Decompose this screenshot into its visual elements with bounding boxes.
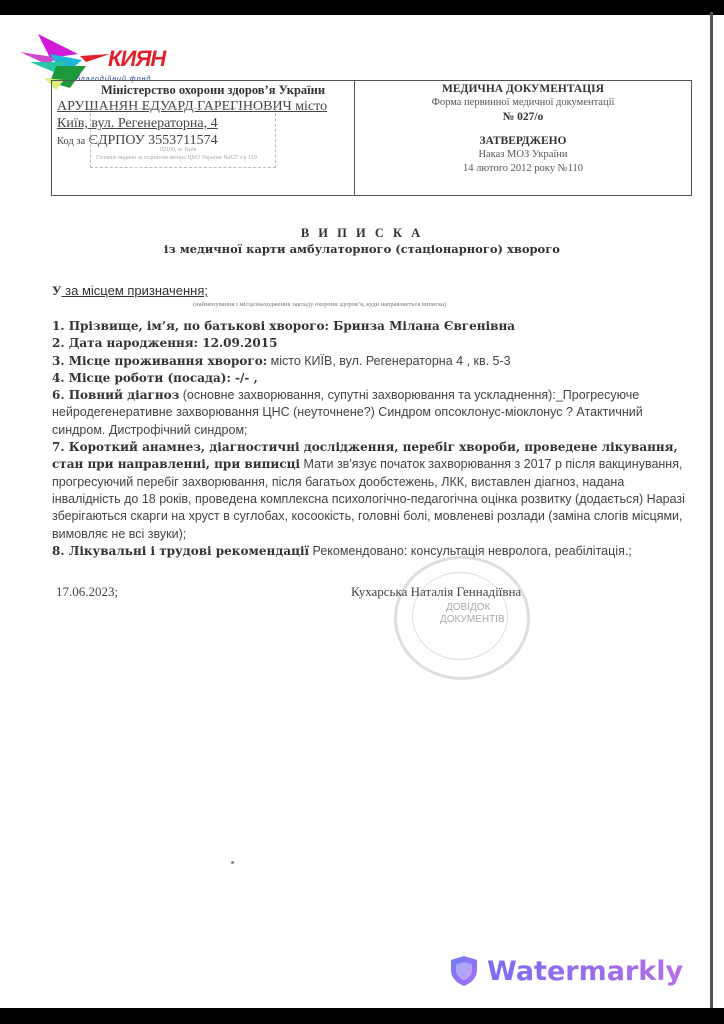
seal-text-2: ДОКУМЕНТІВ [440, 614, 505, 625]
scan-speck [231, 861, 234, 864]
header-right [356, 82, 690, 176]
shield-icon [449, 955, 479, 987]
document-title: В И П И С К А [300, 226, 424, 240]
field-birth-date: 2. Дата народження: 12.09.2015 [52, 336, 278, 351]
dest-value: за місцем призначення; [61, 283, 208, 298]
field-anamnesis: 7. Короткий анамнез, діагностичні дослідження, перебіг хвороби, проведене лікування, стан при направленні, при виписці Мати зв'язує початок захворювання з 2017 р після вакцинування, прогресуючий перебіг захворювання, після багатьох дообстежень, ЛКК, виставлен діагноз, надана інвалідність до 18 років, проведена комплексна психологічно-педагогічна оцінка розвитку (додається) Наразі зберігаються скарги на хруст в суглобах, косоокість, головні болі, мовленеві розлади (заміна слогів місцями, вимовляє не всі звуки); [52, 440, 685, 541]
bottom-black-bar [0, 1008, 724, 1024]
document-body [52, 318, 692, 560]
order-name: Наказ МОЗ України [478, 149, 568, 160]
logo-subtitle: благодійний фонд [76, 76, 152, 83]
ministry-name: Міністерство охорони здоров’я України [100, 83, 326, 97]
order-date: 14 лютого 2012 року №110 [462, 163, 584, 174]
issue-date: 17.06.2023; [56, 584, 119, 599]
document-subtitle: із медичної карти амбулаторного (стаціонарного) хворого [164, 242, 560, 256]
field-residence: 3. Місце проживання хворого: місто КИЇВ, вул. Регенераторна 4 , кв. 5-3 [52, 353, 511, 368]
top-black-bar [0, 0, 724, 15]
seal-text-1: ДОВІДОК [446, 602, 491, 613]
form-line: Форма первинної медичної документації [431, 97, 615, 108]
watermark [449, 955, 683, 987]
form-number: № 027/о [502, 111, 544, 123]
destination-note: (найменування і місцезнаходження закладу охорони здоров’я, куди направляється виписка) [193, 301, 447, 308]
code-label: Код за [57, 136, 86, 147]
dest-prefix: У [52, 283, 62, 298]
org-address: Київ, вул. Регенераторна, 4 [57, 116, 218, 131]
org-name: АРУШАНЯН ЕДУАРД ГАРЕГІНОВИЧ місто [57, 99, 328, 114]
med-doc-title: МЕДИЧНА ДОКУМЕНТАЦІЯ [442, 83, 604, 95]
signer-name: Кухарська Наталія Геннадіївна [351, 584, 522, 599]
stamp-note: Головне видано за підписом автора ЦМЗ України №027 з/р 110 [96, 155, 257, 161]
stamp-city: 02160, м. Київ [160, 147, 197, 153]
field-recommendations: 8. Лікувальні і трудові рекомендації Рекомендовано: консультація невролога, реабілітація.; [52, 543, 632, 558]
approved-label: ЗАТВЕРДЖЕНО [479, 135, 567, 147]
logo-wordmark: КИЯН [108, 46, 166, 71]
destination-line [52, 283, 208, 299]
watermark-text: Watermarkly [487, 955, 684, 987]
field-patient-name: 1. Прізвище, ім’я, по батькові хворого: Бринза Мілана Євгенівна [52, 319, 516, 333]
page-edge-line [710, 12, 713, 1008]
field-workplace: 4. Місце роботи (посада): -/- , [52, 370, 258, 385]
code-value: ЄДРПОУ 3553711574 [88, 133, 218, 148]
field-diagnosis: 6. Повний діагноз (основне захворювання, супутні захворювання та ускладнення):_Прогресуюче нейродегенеративне захворювання ЦНС (неуточнене?) Синдром опсоклонус-міоклонус ? Атактичний синдром. Дистрофічний синдром; [52, 388, 643, 437]
